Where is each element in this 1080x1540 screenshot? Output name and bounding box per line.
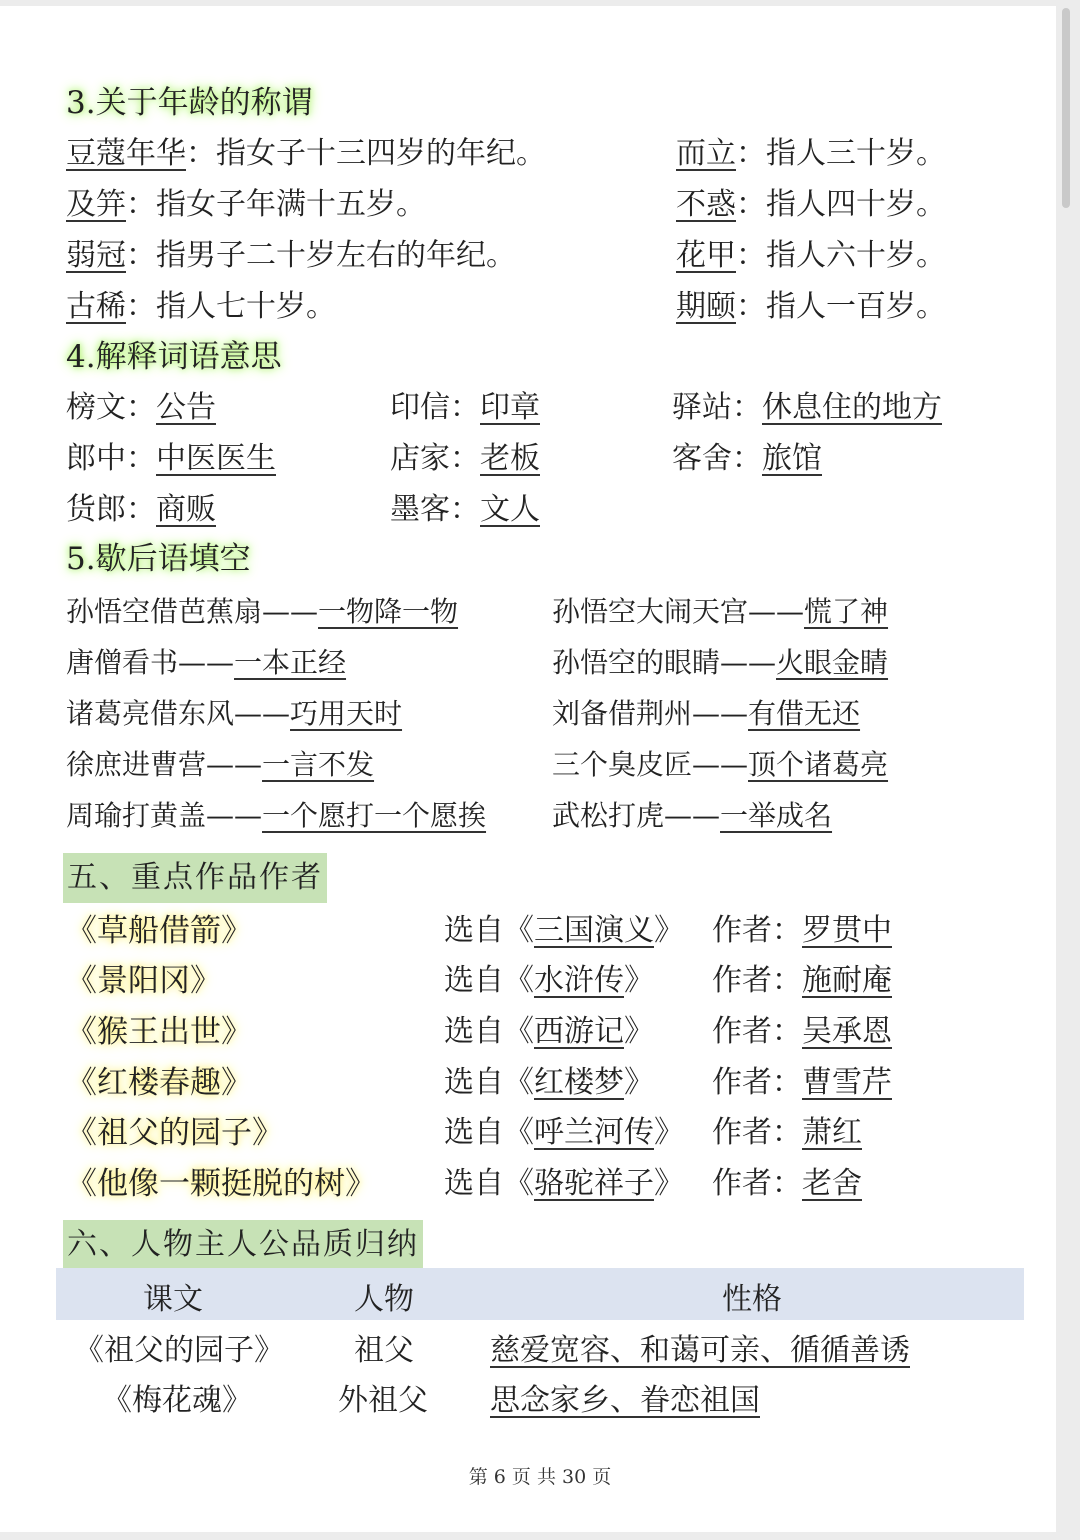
table-header-person: 人物 <box>354 1282 414 1317</box>
table-cell-text: 《祖父的园子》 <box>74 1333 284 1368</box>
work-title: 《草船借箭》 <box>66 913 252 949</box>
xiehouyu-item: 刘备借荆州——有借无还 <box>552 697 861 730</box>
work-source: 选自《西游记》 <box>444 1014 654 1049</box>
work-title: 《祖父的园子》 <box>66 1115 283 1151</box>
word-item: 郎中：中医医生 <box>66 441 276 476</box>
xiehouyu-item: 徐庶进曹营——一言不发 <box>66 748 375 781</box>
work-title: 《红楼春趣》 <box>66 1065 252 1101</box>
age-item: 不惑：指人四十岁。 <box>676 187 946 222</box>
age-item: 豆蔻年华：指女子十三四岁的年纪。 <box>66 136 546 171</box>
section-words-title: 4.解释词语意思 <box>66 339 282 375</box>
work-author: 作者：老舍 <box>712 1166 862 1201</box>
work-title: 《猴王出世》 <box>66 1014 252 1050</box>
work-author: 作者：吴承恩 <box>712 1014 892 1049</box>
age-item: 花甲：指人六十岁。 <box>676 238 946 273</box>
page-number: 第 6 页 共 30 页 <box>468 1466 612 1488</box>
work-source: 选自《三国演义》 <box>444 913 684 948</box>
age-item: 弱冠：指男子二十岁左右的年纪。 <box>66 238 516 273</box>
word-item: 货郎：商贩 <box>66 492 216 527</box>
word-item: 印信：印章 <box>390 390 540 425</box>
age-item: 期颐：指人一百岁。 <box>676 289 946 324</box>
table-cell-trait: 思念家乡、眷恋祖国 <box>490 1383 760 1418</box>
work-source: 选自《红楼梦》 <box>444 1065 654 1100</box>
section-works-title: 五、重点作品作者 <box>63 853 327 903</box>
age-item: 及笄：指女子年满十五岁。 <box>66 187 426 222</box>
work-source: 选自《水浒传》 <box>444 963 654 998</box>
table-cell-person: 外祖父 <box>338 1383 428 1418</box>
word-item: 榜文：公告 <box>66 390 216 425</box>
xiehouyu-item: 孙悟空借芭蕉扇——一物降一物 <box>66 595 459 628</box>
xiehouyu-item: 周瑜打黄盖——一个愿打一个愿挨 <box>66 799 487 832</box>
section-xiehouyu-title: 5.歇后语填空 <box>66 541 251 577</box>
work-author: 作者：萧红 <box>712 1115 862 1150</box>
table-cell-person: 祖父 <box>354 1333 414 1368</box>
table-cell-text: 《梅花魂》 <box>102 1383 252 1418</box>
scrollbar[interactable] <box>1060 0 1074 1540</box>
table-header-trait: 性格 <box>722 1282 782 1317</box>
word-item: 店家：老板 <box>390 441 540 476</box>
table-header-text: 课文 <box>143 1282 203 1317</box>
work-title: 《他像一颗挺脱的树》 <box>66 1166 376 1202</box>
work-author: 作者：罗贯中 <box>712 913 892 948</box>
xiehouyu-item: 诸葛亮借东风——巧用天时 <box>66 697 403 730</box>
word-item: 驿站：休息住的地方 <box>672 390 942 425</box>
work-title: 《景阳冈》 <box>66 963 221 999</box>
xiehouyu-item: 孙悟空的眼睛——火眼金睛 <box>552 646 889 679</box>
section-age-title: 3.关于年龄的称谓 <box>66 85 313 121</box>
xiehouyu-item: 唐僧看书——一本正经 <box>66 646 347 679</box>
xiehouyu-item: 三个臭皮匠——顶个诸葛亮 <box>552 748 889 781</box>
age-item: 而立：指人三十岁。 <box>676 136 946 171</box>
work-author: 作者：施耐庵 <box>712 963 892 998</box>
section-characters-title: 六、人物主人公品质归纳 <box>63 1220 423 1270</box>
work-source: 选自《呼兰河传》 <box>444 1115 684 1150</box>
scroll-thumb[interactable] <box>1062 8 1070 208</box>
work-author: 作者：曹雪芹 <box>712 1065 892 1100</box>
word-item: 客舍：旅馆 <box>672 441 822 476</box>
xiehouyu-item: 孙悟空大闹天宫——慌了神 <box>552 595 889 628</box>
table-cell-trait: 慈爱宽容、和蔼可亲、循循善诱 <box>490 1333 910 1368</box>
xiehouyu-item: 武松打虎——一举成名 <box>552 799 833 832</box>
age-item: 古稀：指人七十岁。 <box>66 289 336 324</box>
word-item: 墨客：文人 <box>390 492 540 527</box>
work-source: 选自《骆驼祥子》 <box>444 1166 684 1201</box>
